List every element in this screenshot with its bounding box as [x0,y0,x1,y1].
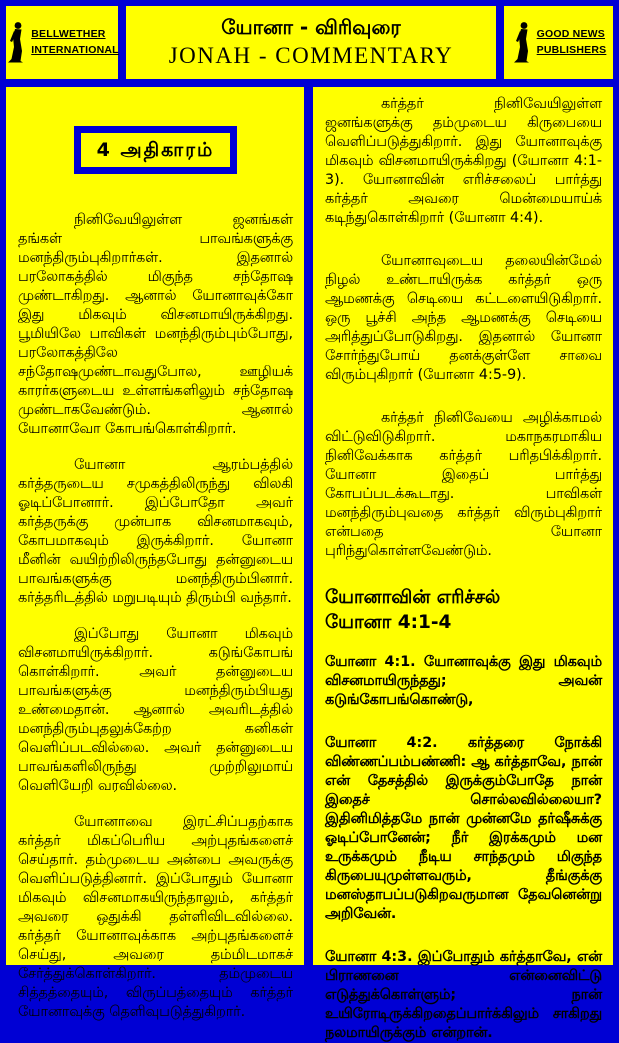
page-title-tamil: யோனா - விரிவுரை [221,15,401,40]
chapter-heading: 4 அதிகாரம் [96,138,215,161]
chapter-heading-box [74,126,237,174]
bellwether-figure-icon [5,21,27,65]
commentary-paragraph: இப்போது யோனா மிகவும் விசனமாயிருக்கிறார். கடுங்கோபங் கொள்கிறார். அவர் தன்னுடைய பாவங்களுக்கு மனந்திரும்பியது உண்மைதான். ஆனால் அவரிடத்தில் மனந்திரும்புதலுக்கேற்ற கனிகள் வெளிப்படவில்லை. அவர் தன்னுடைய பாவங்களிலிருந்து முற்றிலுமாய் வெளியேறி வரவில்லை. [18,626,293,794]
section-heading-title: யோனாவின் எரிச்சல் [325,587,501,608]
page-title-english: JONAH - COMMENTARY [168,43,454,69]
bellwether-logo-panel [6,6,118,79]
header-title-panel [126,6,496,79]
section-heading [325,585,602,635]
good-news-logo-line1: GOOD NEWS [536,28,605,41]
left-text-column [6,87,304,1020]
bellwether-logo-line2: INTERNATIONAL [31,43,119,56]
bellwether-logo-text [31,27,119,57]
bellwether-logo-line1: BELLWETHER [31,28,106,41]
commentary-paragraph: கர்த்தர் நினிவேயிலுள்ள ஜனங்களுக்கு தம்முடைய கிருபையை வெளிப்படுத்துகிறார். இது யோனாவுக்கு மிகவும் விசனமாயிருக்கிறது (யோனா 4:1-3). யோனாவின் எரிச்சலைப் பார்த்து கர்த்தர் அவரை மென்மையாய்க் கடிந்துகொள்கிறார் (யோனா 4:4). [325,96,602,226]
commentary-paragraph: யோனாவை இரட்சிப்பதற்காக கர்த்தர் மிகப்பெரிய அற்புதங்களைச் செய்தார். தம்முடைய அன்பை அவருக்கு வெளிப்படுத்தினார். இப்போதும் யோனா மிகவும் விசனமாகயிருந்தாலும், கர்த்தர் அவரை ஒதுக்கி தள்ளிவிடவில்லை. கர்த்தர் யோனாவுக்காக அற்புதங்களைச் செய்து, அவரை தம்மிடமாகச் சேர்த்துக்கொள்கிறார். தம்முடைய சித்தத்தையும், விருப்பத்தையும் கர்த்தர் யோனாவுக்கு தெளிவுபடுத்துகிறார். [18,814,293,1020]
commentary-paragraph: யோனாவுடைய தலையின்மேல் நிழல் உண்டாயிருக்க கர்த்தர் ஒரு ஆமணக்கு செடியை கட்டளையிடுகிறார். ஒரு பூச்சி அந்த ஆமணக்கு செடியை அரித்துப்போடுகிறது. இதனால் யோனா சோர்ந்துபோய் தனக்குள்ளே சாவை விரும்புகிறார் (யோனா 4:5-9). [325,253,602,383]
good-news-logo-line2: PUBLISHERS [536,43,607,56]
commentary-paragraph: யோனா ஆரம்பத்தில் கர்த்தருடைய சமுகத்திலிருந்து விலகி ஓடிப்போனார். இப்போதோ அவர் கர்த்தருக்கு முன்பாக விசனமாகவும், கோபமாகவும் இருக்கிறார். யோனா மீனின் வயிற்றிலிருந்தபோது தன்னுடைய பாவங்களுக்கு மனந்திரும்பினார். கர்த்தரிடத்தில் மறுபடியும் திரும்பி வந்தார். [18,457,293,606]
verse-paragraph: யோனா 4:1. யோனாவுக்கு இது மிகவும் விசனமாயிருந்தது; அவன் கடுங்கோபங்கொண்டு, [325,654,602,708]
verse-paragraph: யோனா 4:3. இப்போதும் கர்த்தாவே, என் பிராணனை என்னைவிட்டு எடுத்துக்கொள்ளும்; நான் உயிரோடிருக்கிறதைப்பார்க்கிலும் சாகிறது நலமாயிருக்கும் என்றான். [325,949,602,1041]
commentary-paragraph: கர்த்தர் நினிவேயை அழிக்காமல் விட்டுவிடுகிறார். மகாநகரமாகிய நினிவேக்காக கர்த்தர் பரிதபிக்கிறார். யோனா இதைப் பார்த்து கோபப்படக்கூடாது. பாவிகள் மனந்திரும்புவதை கர்த்தர் விரும்புகிறார் என்பதை யோனா புரிந்துகொள்ளவேண்டும். [325,410,602,559]
commentary-paragraph: நினிவேயிலுள்ள ஜனங்கள் தங்கள் பாவங்களுக்கு மனந்திரும்புகிறார்கள். இதனால் பரலோகத்தில் மிகுந்த சந்தோஷ முண்டாகிறது. ஆனால் யோனாவுக்கோ இது மிகவும் விசனமாயிருக்கிறது. பூமியிலே பாவிகள் மனந்திரும்பும்போது, பரலோகத்திலே சந்தோஷமுண்டாவதுபோல, ஊழியக் காரர்களுடைய உள்ளங்களிலும் சந்தோஷ முண்டாகவேண்டும். ஆனால் யோனாவோ கோபங்கொள்கிறார். [18,212,293,437]
good-news-figure-icon [511,21,533,65]
section-heading-reference: யோனா 4:1-4 [325,612,452,633]
good-news-logo-text [537,27,607,57]
verse-paragraph: யோனா 4:2. கர்த்தரை நோக்கி விண்ணப்பம்பண்ணி: ஆ கர்த்தாவே, நான் என் தேசத்தில் இருக்கும்போதே நான் இதைச் சொல்லவில்லையா? இதினிமித்தமே நான் முன்னமே தர்ஷீசுக்கு ஓடிப்போனேன்; நீர் இரக்கமும் மன உருக்கமும் நீடிய சாந்தமும் மிகுந்த கிருபையுமுள்ளவரும், தீங்குக்கு மனஸ்தாபப்படுகிறவருமான தேவனென்று அறிவேன். [325,735,602,922]
good-news-logo-panel [504,6,613,79]
right-text-column [313,87,613,1041]
